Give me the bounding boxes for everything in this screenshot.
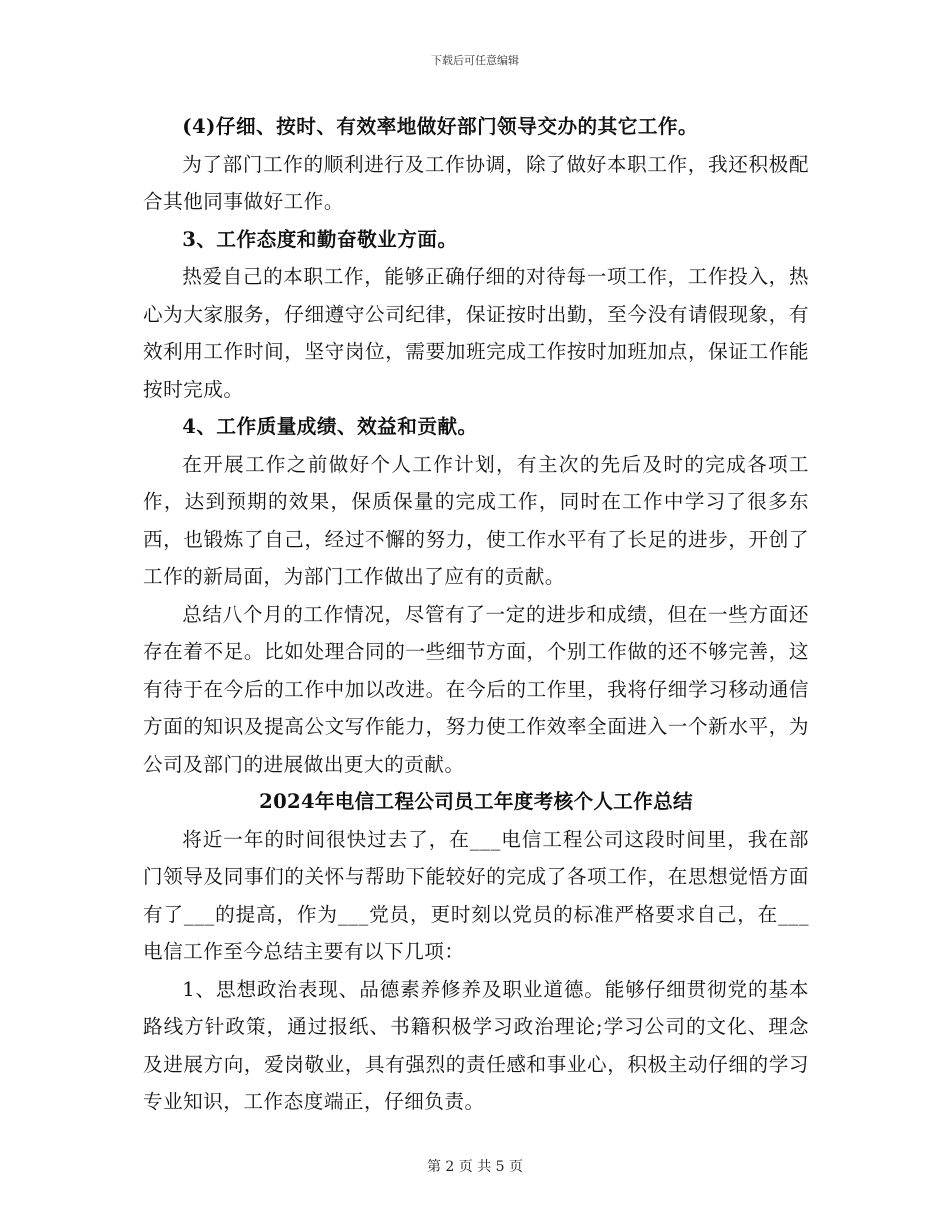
page-header: 下载后可任意编辑: [431, 54, 519, 67]
document-title: 2024年电信工程公司员工年度考核个人工作总结: [259, 790, 693, 813]
paragraph-intro: 将近一年的时间很快过去了，在___电信工程公司这段时间里，我在部门领导及同事们的关怀与帮助下能较好的完成了各项工作，在思想觉悟方面有了___的提高，作为___党员，更时刻以党员的标准严格要求自己，在___电信工作至今总结主要有以下几项：: [143, 827, 809, 963]
item-4-heading: (4)仔细、按时、有效率地做好部门领导交办的其它工作。: [182, 115, 699, 138]
document-body: [143, 108, 809, 1121]
section-4-heading: 4、工作质量成绩、效益和贡献。: [182, 415, 478, 438]
paragraph-summary: 总结八个月的工作情况，尽管有了一定的进步和成绩，但在一些方面还存在着不足。比如处理合同的一些细节方面，个别工作做的还不够完善，这有待于在今后的工作中加以改进。在今后的工作里，我将仔细学习移动通信方面的知识及提高公文写作能力，努力使工作效率全面进入一个新水平，为公司及部门的进展做出更大的贡献。: [143, 602, 809, 776]
page-footer: 第 2 页 共 5 页: [426, 1159, 524, 1175]
paragraph-attitude: 热爱自己的本职工作，能够正确仔细的对待每一项工作，工作投入，热心为大家服务，仔细遵守公司纪律，保证按时出勤，至今没有请假现象，有效利用工作时间，坚守岗位，需要加班完成工作按时加班加点，保证工作能按时完成。: [143, 265, 809, 401]
section-3-heading: 3、工作态度和勤奋敬业方面。: [182, 227, 458, 251]
paragraph-quality: 在开展工作之前做好个人工作计划，有主次的先后及时的完成各项工作，达到预期的效果，保质保量的完成工作，同时在工作中学习了很多东西，也锻炼了自己，经过不懈的努力，使工作水平有了长足的进步，开创了工作的新局面，为部门工作做出了应有的贡献。: [143, 452, 809, 588]
paragraph-coordination: 为了部门工作的顺利进行及工作协调，除了做好本职工作，我还积极配合其他同事做好工作。: [143, 152, 809, 213]
paragraph-politics: 1、思想政治表现、品德素养修养及职业道德。能够仔细贯彻党的基本路线方针政策，通过报纸、书籍积极学习政治理论;学习公司的文化、理念及进展方向，爱岗敬业，具有强烈的责任感和事业心，积极主动仔细的学习专业知识，工作态度端正，仔细负责。: [143, 977, 809, 1113]
